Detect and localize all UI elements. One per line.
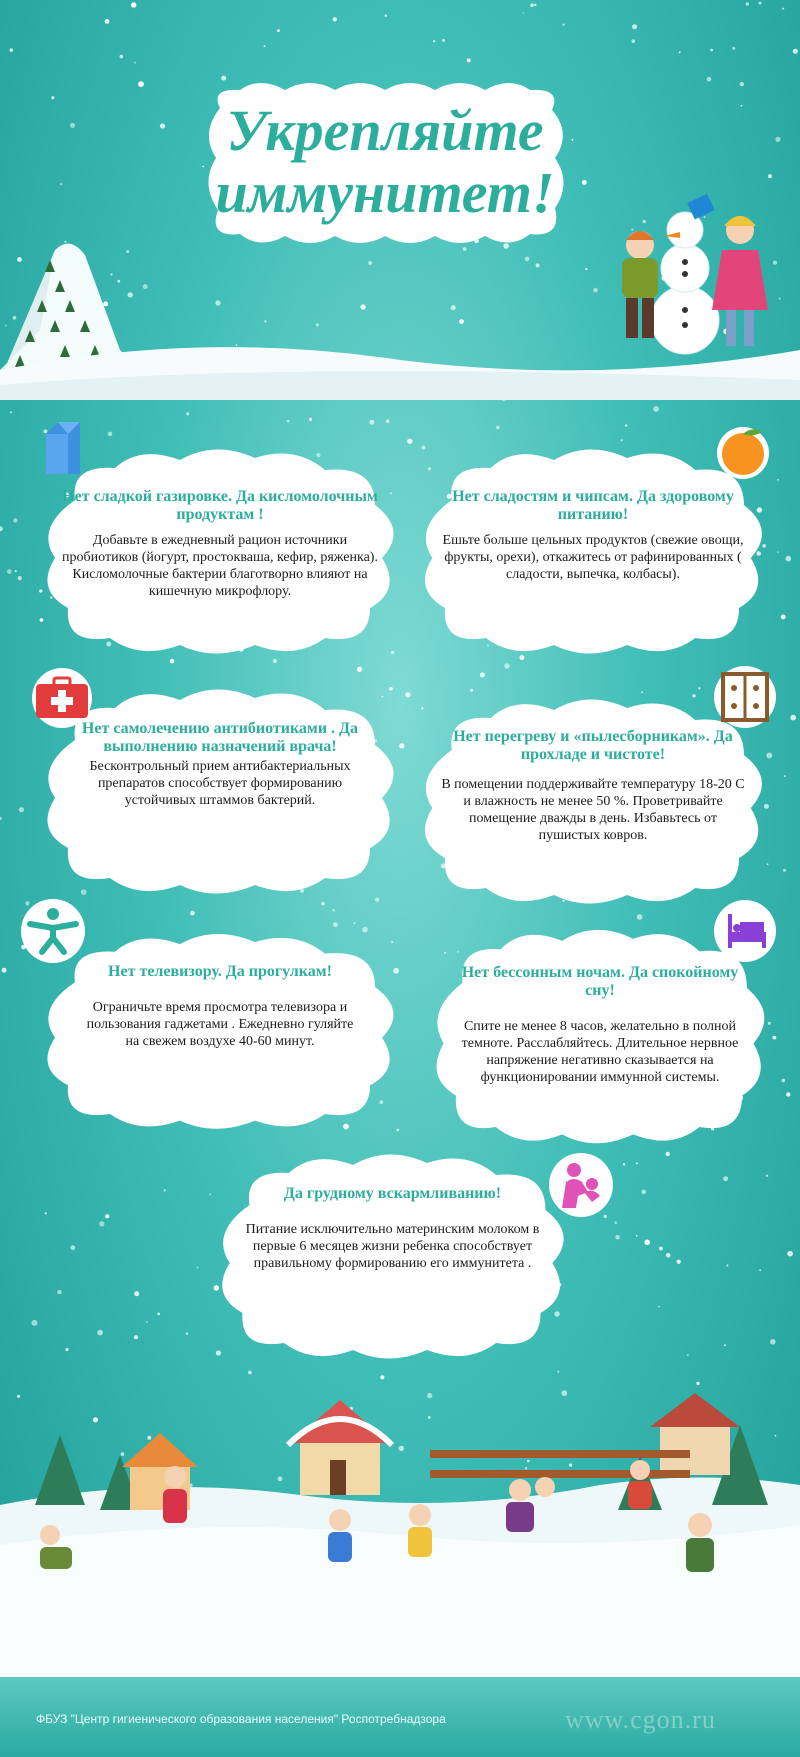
title-line-1: Укрепляйте <box>226 98 544 163</box>
tip-heading: Нет сладкой газировке. Да кисломолочным продуктам ! <box>62 488 378 523</box>
orange-icon <box>712 420 774 482</box>
tip-body: Питание исключительно материнским молоком в первые 6 месяцев жизни ребенка способствует правильному формированию его иммунитета . <box>245 1222 540 1271</box>
winter-village-scene <box>0 1385 800 1685</box>
tip-heading: Нет самолечению антибиотиками . Да выполнению назначений врача! <box>81 720 359 755</box>
first-aid-kit-icon <box>30 668 94 728</box>
tip-body: Ограничьте время просмотра телевизора и пользования гаджетами . Ежедневно гуляйте на свежем воздухе 40-60 минут. <box>86 1000 354 1049</box>
tip-card-walks <box>30 925 410 1135</box>
title-line-2: иммунитет! <box>215 160 555 225</box>
exercise-person-icon <box>20 898 86 964</box>
tip-body: В помещении поддерживайте температуру 18-20 С и влажность не менее 50 %. Проветривайте помещение дважды в день. Избавьтесь от пушистых ковров. <box>441 777 745 843</box>
snowman-illustration <box>622 194 768 354</box>
page-title <box>200 100 570 224</box>
tip-heading: Нет бессонным ночам. Да спокойному сну! <box>461 964 739 999</box>
tip-body: Бесконтрольный прием антибактериальных препаратов способствует формированию устойчивых штаммов бактерий. <box>89 759 351 808</box>
bed-icon <box>714 900 776 962</box>
tip-heading: Да грудному вскармливанию! <box>283 1185 502 1202</box>
mother-baby-icon <box>548 1152 614 1218</box>
tip-heading: Нет сладостям и чипсам. Да здоровому питанию! <box>452 488 734 523</box>
footer-url[interactable]: www.cgon.ru <box>565 1705 716 1734</box>
window-icon <box>714 666 776 728</box>
tip-body: Спите не менее 8 часов, желательно в полной темноте. Расслабляйтесь. Длительное нервное напряжение негативно сказывается на функционировании иммунной системы. <box>461 1019 739 1085</box>
tip-heading: Нет перегреву и «пылесборникам». Да прохладе и чистоте! <box>453 728 733 763</box>
milk-carton-icon <box>38 420 88 476</box>
tip-heading: Нет телевизору. Да прогулкам! <box>108 963 332 980</box>
tip-body: Добавьте в ежедневный рацион источники пробиотиков (йогурт, простокваша, кефир, ряженка). Кисломолочные бактерии благотворно влияют на кишечную микрофлору. <box>62 533 378 599</box>
tip-body: Ешьте больше цельных продуктов (свежие овощи, фрукты, орехи), откажитесь от рафинированных ( сладости, выпечка, колбасы). <box>442 533 744 582</box>
tip-card-breastfeeding <box>205 1145 580 1365</box>
footer-organization: ФБУЗ "Центр гигиенического образования населения" Роспотребнадзора <box>36 1712 446 1726</box>
